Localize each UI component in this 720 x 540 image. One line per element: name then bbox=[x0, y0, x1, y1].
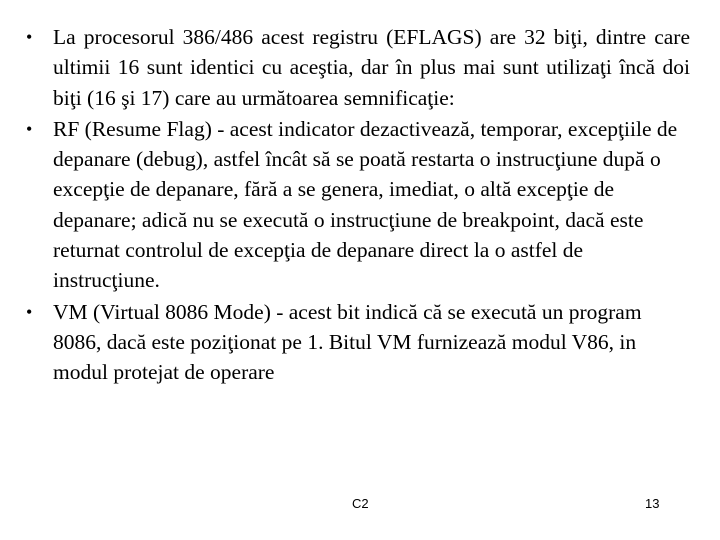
bullet-marker: • bbox=[26, 118, 33, 139]
bullet-item-vm bbox=[26, 297, 690, 388]
bullet-text: RF (Resume Flag) - acest indicator dezactivează, temporar, excepţiile de depanare (debug), astfel încât să se poată restarta o instrucţiune după o excepţie de depanare, fără a se genera, imediat, o altă excepţie de depanare; adică nu se execută o instrucţiune de breakpoint, dacă este returnat controlul de excepţia de depanare direct la o astfel de instrucţiune. bbox=[53, 116, 678, 293]
bullet-text: VM (Virtual 8086 Mode) - acest bit indică că se execută un program 8086, dacă este poziţionat pe 1. Bitul VM furnizează modul V86, in modul protejat de operare bbox=[53, 299, 642, 385]
bullet-item-eflags bbox=[26, 22, 690, 113]
bullet-item-rf bbox=[26, 114, 690, 296]
bullet-marker: • bbox=[26, 301, 33, 322]
page-number: 13 bbox=[645, 496, 660, 511]
footer-label: C2 bbox=[352, 496, 369, 511]
bullet-text: La procesorul 386/486 acest registru (EFLAGS) are 32 biţi, dintre care ultimii 16 sunt identici cu aceştia, dar în plus mai sunt utilizaţi încă doi biţi (16 şi 17) care au următoarea semnificaţie: bbox=[53, 25, 690, 110]
bullet-marker: • bbox=[26, 27, 33, 47]
bullet-list bbox=[26, 22, 690, 389]
